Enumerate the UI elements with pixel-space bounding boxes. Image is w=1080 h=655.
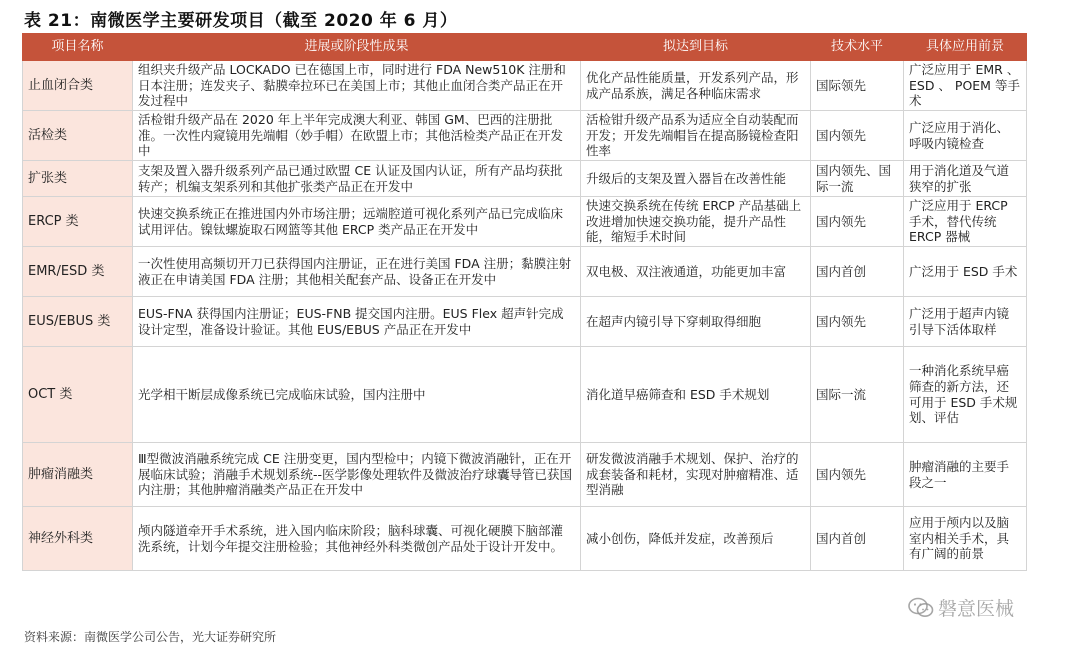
cell-goal: 研发微波消融手术规划、保护、治疗的成套装备和耗材，实现对肿瘤精准、适型消融 xyxy=(581,443,811,507)
cell-goal: 在超声内镜引导下穿刺取得细胞 xyxy=(581,297,811,347)
table-row xyxy=(23,161,1027,197)
table-row xyxy=(23,507,1027,571)
cell-tech-level: 国内领先 xyxy=(811,297,904,347)
cell-progress: 支架及置入器升级系列产品已通过欧盟 CE 认证及国内认证，所有产品均获批转产；机编支架系列和其他扩张类产品正在开发中 xyxy=(133,161,581,197)
cell-progress: EUS-FNA 获得国内注册证；EUS-FNB 提交国内注册。EUS Flex 超声针完成设计定型，准备设计验证。其他 EUS/EBUS 产品正在开发中 xyxy=(133,297,581,347)
cell-project-name: OCT 类 xyxy=(23,347,133,443)
wechat-icon xyxy=(908,597,934,619)
cell-goal: 消化道早癌筛查和 ESD 手术规划 xyxy=(581,347,811,443)
cell-goal: 双电极、双注液通道，功能更加丰富 xyxy=(581,247,811,297)
cell-tech-level: 国内首创 xyxy=(811,507,904,571)
cell-goal: 优化产品性能质量，开发系列产品，形成产品系族，满足各种临床需求 xyxy=(581,61,811,111)
cell-tech-level: 国内领先、国际一流 xyxy=(811,161,904,197)
cell-application: 广泛用于 ESD 手术 xyxy=(904,247,1027,297)
cell-tech-level: 国内领先 xyxy=(811,111,904,161)
cell-goal: 减小创伤，降低并发症，改善预后 xyxy=(581,507,811,571)
cell-goal: 快速交换系统在传统 ERCP 产品基础上改进增加快速交换功能，提升产品性能，缩短手术时间 xyxy=(581,197,811,247)
cell-progress: Ⅲ型微波消融系统完成 CE 注册变更，国内型检中；内镜下微波消融针，正在开展临床试验；消融手术规划系统--医学影像处理软件及微波治疗球囊导管已获国内注册；其他肿瘤消融类产品正在开发中 xyxy=(133,443,581,507)
rd-projects-table xyxy=(22,33,1027,571)
table-row xyxy=(23,297,1027,347)
table-row xyxy=(23,197,1027,247)
cell-tech-level: 国内首创 xyxy=(811,247,904,297)
cell-application: 广泛应用于 ERCP 手术，替代传统 ERCP 器械 xyxy=(904,197,1027,247)
source-note: 资料来源：南微医学公司公告，光大证券研究所 xyxy=(24,630,277,644)
cell-goal: 升级后的支架及置入器旨在改善性能 xyxy=(581,161,811,197)
cell-project-name: EMR/ESD 类 xyxy=(23,247,133,297)
header-tech-level: 技术水平 xyxy=(811,34,904,61)
header-project-name: 项目名称 xyxy=(23,34,133,61)
cell-progress: 活检钳升级产品在 2020 年上半年完成澳大利亚、韩国 GM、巴西的注册批准。一次性内窥镜用先端帽（妙手帽）在欧盟上市；其他活检类产品正在开发中 xyxy=(133,111,581,161)
cell-application: 一种消化系统早癌筛查的新方法，还可用于 ESD 手术规划、评估 xyxy=(904,347,1027,443)
table-row xyxy=(23,247,1027,297)
cell-project-name: 扩张类 xyxy=(23,161,133,197)
cell-application: 用于消化道及气道狭窄的扩张 xyxy=(904,161,1027,197)
rd-projects-table-wrapper xyxy=(22,33,1026,571)
watermark-text: 磐意医械 xyxy=(938,598,1015,620)
cell-project-name: 活检类 xyxy=(23,111,133,161)
cell-progress: 颅内隧道牵开手术系统，进入国内临床阶段；脑科球囊、可视化硬膜下脑部灌洗系统，计划今年提交注册检验；其他神经外科类微创产品处于设计开发中。 xyxy=(133,507,581,571)
cell-application: 广泛用于超声内镜引导下活体取样 xyxy=(904,297,1027,347)
cell-application: 肿瘤消融的主要手段之一 xyxy=(904,443,1027,507)
cell-project-name: 肿瘤消融类 xyxy=(23,443,133,507)
header-progress: 进展或阶段性成果 xyxy=(133,34,581,61)
cell-progress: 一次性使用高频切开刀已获得国内注册证，正在进行美国 FDA 注册；黏膜注射液正在申请美国 FDA 注册；其他相关配套产品、设备正在开发中 xyxy=(133,247,581,297)
table-row xyxy=(23,61,1027,111)
cell-project-name: EUS/EBUS 类 xyxy=(23,297,133,347)
cell-project-name: 止血闭合类 xyxy=(23,61,133,111)
cell-progress: 光学相干断层成像系统已完成临床试验，国内注册中 xyxy=(133,347,581,443)
header-goal: 拟达到目标 xyxy=(581,34,811,61)
table-title: 表 21：南微医学主要研发项目（截至 2020 年 6 月） xyxy=(24,11,458,31)
cell-project-name: 神经外科类 xyxy=(23,507,133,571)
cell-goal: 活检钳升级产品系为适应全自动装配而开发；开发先端帽旨在提高肠镜检查阳性率 xyxy=(581,111,811,161)
cell-tech-level: 国际领先 xyxy=(811,61,904,111)
cell-progress: 快速交换系统正在推进国内外市场注册；远端腔道可视化系列产品已完成临床试用评估。镍钛螺旋取石网篮等其他 ERCP 类产品正在开发中 xyxy=(133,197,581,247)
cell-application: 应用于颅内以及脑室内相关手术，具有广阔的前景 xyxy=(904,507,1027,571)
cell-tech-level: 国内领先 xyxy=(811,197,904,247)
cell-application: 广泛应用于 EMR 、 ESD 、 POEM 等手术 xyxy=(904,61,1027,111)
cell-tech-level: 国内领先 xyxy=(811,443,904,507)
table-row xyxy=(23,347,1027,443)
cell-application: 广泛应用于消化、呼吸内镜检查 xyxy=(904,111,1027,161)
table-header-row xyxy=(23,34,1027,61)
table-row xyxy=(23,111,1027,161)
cell-tech-level: 国际一流 xyxy=(811,347,904,443)
header-application: 具体应用前景 xyxy=(904,34,1027,61)
cell-project-name: ERCP 类 xyxy=(23,197,133,247)
cell-progress: 组织夹升级产品 LOCKADO 已在德国上市，同时进行 FDA New510K 注册和日本注册；连发夹子、黏膜牵拉环已在美国上市；其他止血闭合类产品正在开发过程中 xyxy=(133,61,581,111)
watermark xyxy=(908,594,1014,621)
table-row xyxy=(23,443,1027,507)
